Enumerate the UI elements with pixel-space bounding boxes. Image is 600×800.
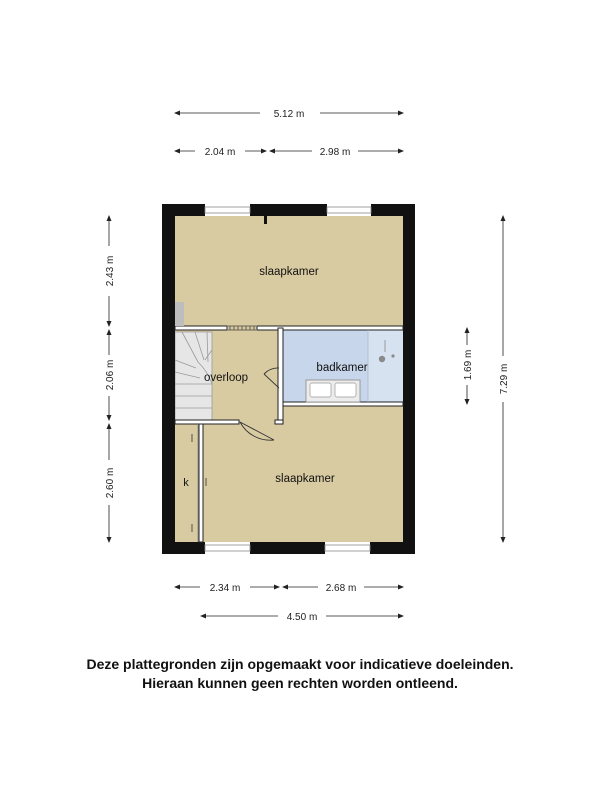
shower-head-icon xyxy=(379,356,385,362)
dim-top-left: 2.04 m xyxy=(204,147,236,158)
wall-bottom-mid xyxy=(250,542,325,554)
wall-landing-south-left xyxy=(175,420,239,424)
radiator xyxy=(175,302,184,326)
dim-top-right: 2.98 m xyxy=(319,147,351,158)
dim-bottom-right: 2.68 m xyxy=(325,583,357,594)
dim-right-inner: 1.69 m xyxy=(463,349,474,381)
wall-stub-top xyxy=(264,216,267,224)
disclaimer-line-1: Deze plattegronden zijn opgemaakt voor indicatieve doeleinden. xyxy=(86,656,514,672)
wall-bottom-left xyxy=(162,542,205,554)
wall-landing-south-right xyxy=(275,420,283,424)
room-label-overloop: overloop xyxy=(203,372,249,384)
wall-bottom-right xyxy=(370,542,415,554)
wall-left xyxy=(162,204,175,554)
wall-closet-east xyxy=(199,424,203,542)
sink-basin-right xyxy=(335,383,356,397)
sink-basin-left xyxy=(310,383,331,397)
room-label-badkamer: badkamer xyxy=(316,362,368,374)
room-label-slaapkamer-top: slaapkamer xyxy=(259,266,319,278)
wall-top-left xyxy=(162,204,205,216)
window-bottom-right xyxy=(325,545,370,551)
room-label-k: k xyxy=(183,477,189,489)
wall-top-right xyxy=(371,204,415,216)
dim-left-lower: 2.60 m xyxy=(105,467,116,499)
dim-left-middle: 2.06 m xyxy=(105,359,116,391)
window-bottom-left xyxy=(205,545,250,551)
wall-right xyxy=(403,204,415,554)
shower-drain-icon xyxy=(391,354,394,357)
window-top-right xyxy=(327,207,371,213)
dim-bottom-total: 4.50 m xyxy=(286,612,318,623)
room-label-slaapkamer-bottom: slaapkamer xyxy=(275,473,335,485)
dim-left-upper: 2.43 m xyxy=(105,255,116,287)
dim-bottom-left: 2.34 m xyxy=(209,583,241,594)
dim-right-total: 7.29 m xyxy=(499,363,510,395)
window-top-left xyxy=(205,207,250,213)
shower-area xyxy=(368,330,403,404)
wall-bedroom-top-south-left xyxy=(175,326,227,330)
wall-landing-east xyxy=(278,328,283,422)
wall-top-mid xyxy=(250,204,327,216)
wall-bathroom-south xyxy=(283,402,403,406)
dim-top-total: 5.12 m xyxy=(273,109,305,120)
disclaimer-line-2: Hieraan kunnen geen rechten worden ontleend. xyxy=(142,675,458,691)
